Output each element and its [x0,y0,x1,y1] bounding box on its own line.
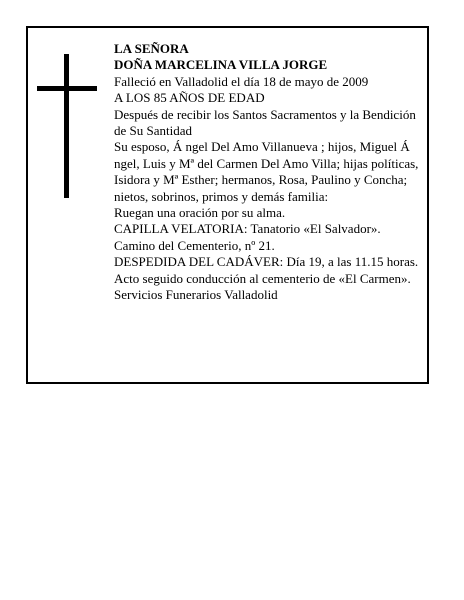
wake-chapel-info: CAPILLA VELATORIA: Tanatorio «El Salvador». Camino del Cementerio, nº 21. [114,221,381,253]
age-at-death: A LOS 85 AÑOS DE EDAD [114,90,265,106]
obituary-notice [26,26,429,384]
deceased-name: DOÑA MARCELINA VILLA JORGE [114,57,328,73]
death-info: Falleció en Valladolid el día 18 de mayo de 2009 [114,73,369,89]
sacraments-text: Después de recibir los Santos Sacramentos y la Bendición de Su Santidad [114,106,416,139]
cross-vertical-bar [64,54,69,198]
cross-icon [37,54,97,198]
notice-text [114,41,421,304]
notice-title: LA SEÑORA [114,41,189,56]
farewell-info: DESPEDIDA DEL CADÁVER: Día 19, a las 11.15 horas. Acto seguido conducción al cementerio de «El Carmen». [114,254,419,286]
prayer-request: Ruegan una oración por su alma. [114,205,286,221]
cross-horizontal-bar [37,86,97,91]
funeral-services: Servicios Funerarios Valladolid [114,287,278,303]
family-text: Su esposo, Á ngel Del Amo Villanueva ; hijos, Miguel Á ngel, Luis y Mª del Carmen Del Amo Villa; hijas políticas, Isidora y Mª Esther; hermanos, Rosa, Paulino y Concha; nietos, sobrinos, primos y demás familia: [114,139,419,204]
